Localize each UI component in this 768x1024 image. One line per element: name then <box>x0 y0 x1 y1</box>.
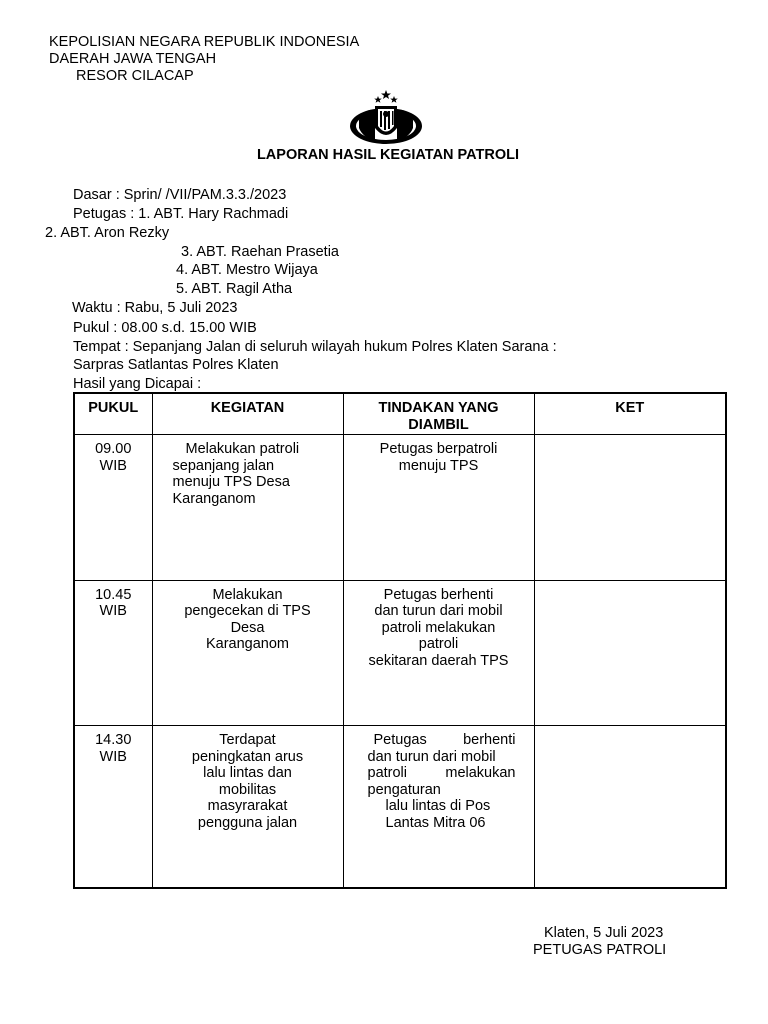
table-header-row <box>74 393 726 435</box>
header-tindakan <box>343 393 534 435</box>
cell-pukul <box>74 435 152 581</box>
document-title: LAPORAN HASIL KEGIATAN PATROLI <box>256 147 520 163</box>
tindakan-line: Petugas berpatroli <box>379 441 498 457</box>
tindakan-line: dan turun dari mobil <box>367 748 496 765</box>
pukul-unit: WIB <box>99 457 127 474</box>
kegiatan-line: Melakukan <box>212 586 283 603</box>
cell-ket <box>534 580 726 726</box>
header-line-1: KEPOLISIAN NEGARA REPUBLIK INDONESIA <box>49 34 360 50</box>
table-row <box>74 435 726 581</box>
kegiatan-line: Karanganom <box>172 490 256 507</box>
pukul-time: 14.30 <box>95 732 132 749</box>
header-ket: KET <box>534 393 726 435</box>
cell-ket <box>534 726 726 888</box>
tindakan-line: patroli melakukan <box>381 619 496 636</box>
cell-tindakan <box>343 580 534 726</box>
kegiatan-line: Melakukan patroli <box>185 441 300 457</box>
cell-pukul <box>74 580 152 726</box>
tindakan-line: pengaturan <box>367 781 441 798</box>
tindakan-line: menuju TPS <box>398 457 479 474</box>
kegiatan-line: pengecekan di TPS <box>184 603 311 620</box>
cell-kegiatan <box>152 726 343 888</box>
pukul-time: 10.45 <box>95 586 132 603</box>
pukul-line: Pukul : 08.00 s.d. 15.00 WIB <box>73 320 257 336</box>
petugas-line-1: Petugas : 1. ABT. Hary Rachmadi <box>73 206 289 222</box>
tindakan-line: patroli <box>418 636 459 653</box>
kegiatan-line: lalu lintas dan <box>203 765 292 782</box>
kegiatan-line: Terdapat <box>219 732 276 749</box>
pukul-unit: WIB <box>99 603 127 620</box>
sarpras-line: Sarpras Satlantas Polres Klaten <box>73 357 279 373</box>
tindakan-line: sekitaran daerah TPS <box>368 652 509 669</box>
table-row <box>74 580 726 726</box>
kegiatan-line: Desa <box>230 619 265 636</box>
kegiatan-line: peningkatan arus <box>191 748 304 765</box>
kegiatan-line: menuju TPS Desa <box>172 474 290 490</box>
tindakan-line: Lantas Mitra 06 <box>385 814 486 831</box>
table-row <box>74 726 726 888</box>
tempat-line: Tempat : Sepanjang Jalan di seluruh wilayah hukum Polres Klaten Sarana : <box>73 339 557 355</box>
cell-ket <box>534 435 726 581</box>
tindakan-word: Petugas <box>373 732 427 749</box>
polri-emblem-icon <box>345 88 427 146</box>
header-tindakan-line-2: DIAMBIL <box>408 416 469 433</box>
kegiatan-line: sepanjang jalan <box>172 457 275 474</box>
waktu-line: Waktu : Rabu, 5 Juli 2023 <box>72 300 238 316</box>
cell-kegiatan <box>152 435 343 581</box>
cell-tindakan <box>343 726 534 888</box>
petugas-line-5: 5. ABT. Ragil Atha <box>176 281 293 297</box>
pukul-time: 09.00 <box>95 441 132 457</box>
dasar-line: Dasar : Sprin/ /VII/PAM.3.3./2023 <box>73 187 287 203</box>
tindakan-line <box>368 732 516 749</box>
tindakan-word: melakukan <box>445 765 516 782</box>
signature-role: PETUGAS PATROLI <box>533 942 667 958</box>
petugas-line-4: 4. ABT. Mestro Wijaya <box>176 262 318 278</box>
tindakan-line: lalu lintas di Pos <box>385 798 491 815</box>
cell-pukul <box>74 726 152 888</box>
pukul-unit: WIB <box>99 748 127 765</box>
header-tindakan-line-1: TINDAKAN YANG <box>378 400 499 416</box>
tindakan-line: dan turun dari mobil <box>374 603 503 620</box>
signature-place-date: Klaten, 5 Juli 2023 <box>544 925 664 941</box>
header-line-3: RESOR CILACAP <box>76 68 194 84</box>
kegiatan-line: masyrarakat <box>207 798 288 815</box>
tindakan-line: Petugas berhenti <box>383 586 494 603</box>
kegiatan-line: mobilitas <box>218 781 277 798</box>
cell-tindakan <box>343 435 534 581</box>
tindakan-word: patroli <box>367 765 407 782</box>
header-kegiatan: KEGIATAN <box>152 393 343 435</box>
tindakan-line <box>368 765 516 782</box>
cell-kegiatan <box>152 580 343 726</box>
kegiatan-line: pengguna jalan <box>197 814 298 831</box>
hasil-line: Hasil yang Dicapai : <box>73 376 202 392</box>
petugas-line-3: 3. ABT. Raehan Prasetia <box>181 244 339 260</box>
header-pukul: PUKUL <box>74 393 152 435</box>
kegiatan-line: Karanganom <box>205 636 290 653</box>
tindakan-word: berhenti <box>463 732 516 749</box>
petugas-line-2: 2. ABT. Aron Rezky <box>45 225 170 241</box>
header-line-2: DAERAH JAWA TENGAH <box>49 51 217 67</box>
report-table <box>73 392 727 889</box>
